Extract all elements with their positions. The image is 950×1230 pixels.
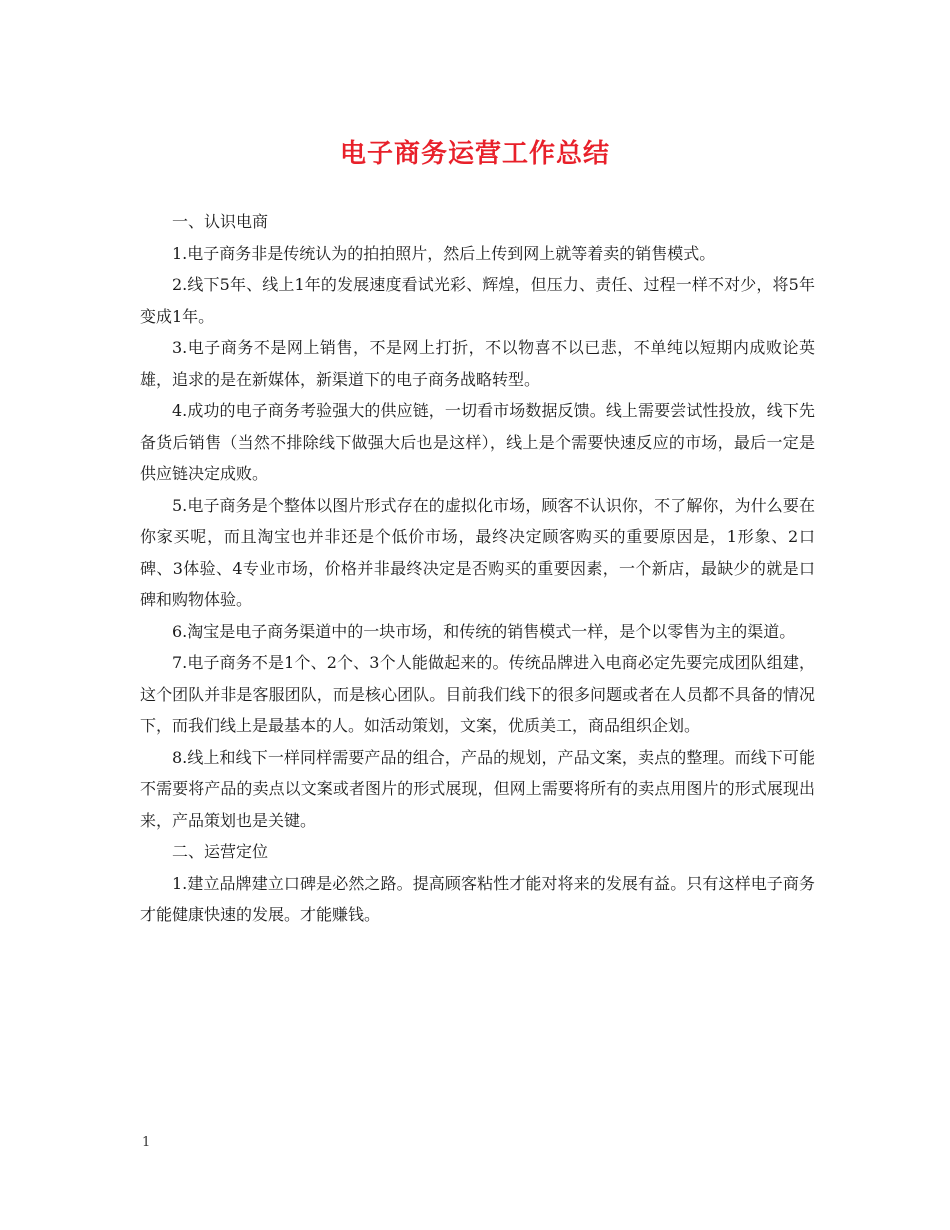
paragraph-1-2: 2.线下5年、线上1年的发展速度看试光彩、辉煌，但压力、责任、过程一样不对少，将5年变成1年。 [140, 275, 815, 326]
paragraph-1-1: 1.电子商务非是传统认为的拍拍照片，然后上传到网上就等着卖的销售模式。 [172, 243, 716, 263]
document-title: 电子商务运营工作总结 [339, 139, 610, 169]
paragraph-1-8: 8.线上和线下一样同样需要产品的组合，产品的规划，产品文案，卖点的整理。而线下可能不需要将产品的卖点以文案或者图片的形式展现，但网上需要将所有的卖点用图片的形式展现出来，产品策划也是关键。 [140, 747, 815, 830]
page-number: 1 [142, 1135, 151, 1150]
document-body [140, 206, 815, 931]
paragraph-1-3: 3.电子商务不是网上销售，不是网上打折，不以物喜不以已悲，不单纯以短期内成败论英雄，追求的是在新媒体，新渠道下的电子商务战略转型。 [140, 338, 815, 389]
paragraph-1-7: 7.电子商务不是1个、2个、3个人能做起来的。传统品牌进入电商必定先要完成团队组建，这个团队并非是客服团队，而是核心团队。目前我们线下的很多问题或者在人员都不具备的情况下，而我们线上是最基本的人。如活动策划，文案，优质美工，商品组织企划。 [140, 653, 815, 735]
paragraph-1-4: 4.成功的电子商务考验强大的供应链，一切看市场数据反馈。线上需要尝试性投放，线下先备货后销售（当然不排除线下做强大后也是这样），线上是个需要快速反应的市场，最后一定是供应链决定成败。 [140, 401, 815, 483]
section-heading-1: 一、认识电商 [172, 212, 269, 231]
paragraph-2-1: 1.建立品牌建立口碑是必然之路。提高顾客粘性才能对将来的发展有益。只有这样电子商务才能健康快速的发展。才能赚钱。 [140, 873, 815, 924]
paragraph-1-6: 6.淘宝是电子商务渠道中的一块市场，和传统的销售模式一样，是个以零售为主的渠道。 [172, 621, 796, 641]
paragraph-1-5: 5.电子商务是个整体以图片形式存在的虚拟化市场，顾客不认识你，不了解你，为什么要在你家买呢，而且淘宝也并非还是个低价市场，最终决定顾客购买的重要原因是，1形象、2口碑、3体验、4专业市场，价格并非最终决定是否购买的重要因素，一个新店，最缺少的就是口碑和购物体验。 [140, 495, 815, 609]
section-heading-2: 二、运营定位 [172, 842, 269, 861]
